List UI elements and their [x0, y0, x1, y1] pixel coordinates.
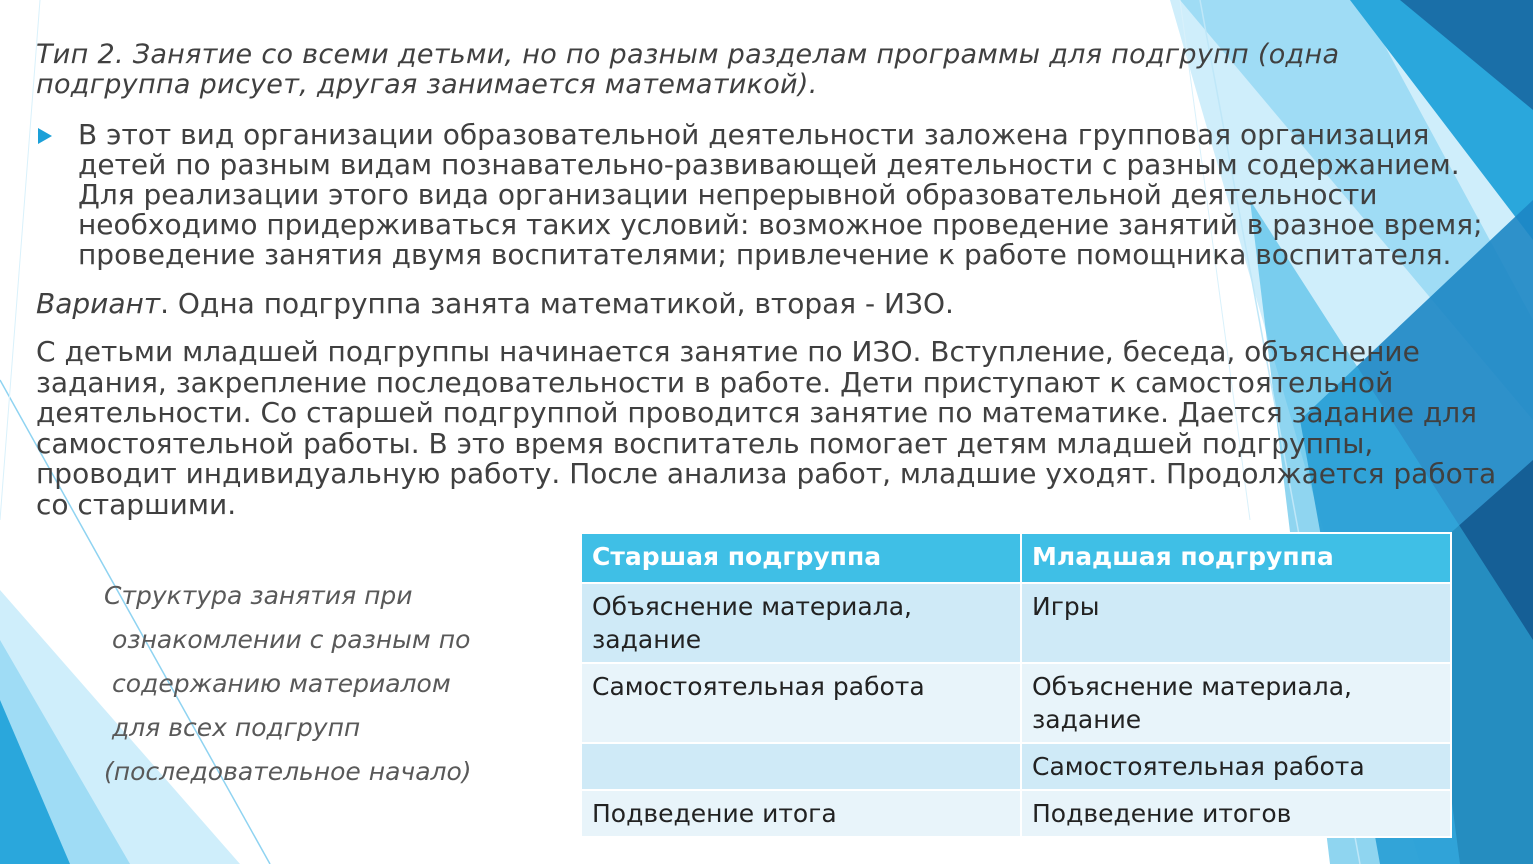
header-junior: Младшая подгруппа	[1021, 533, 1451, 583]
header-senior: Старшая подгруппа	[581, 533, 1021, 583]
bullet-text: В этот вид организации образовательной деятельности заложена групповая организация детей по разным видам познавательно-развивающей деятельности с разным содержанием. Для реализации этого вида организации непрерывной образовательной деятельности необходимо придерживаться таких условий: возможное проведение занятий в разное время; проведение занятия двумя воспитателями; привлечение к работе помощника воспитателя.	[78, 118, 1483, 271]
table-row	[581, 743, 1451, 790]
table-cell: Самостоятельная работа	[581, 663, 1021, 743]
structure-line: содержанию материалом	[112, 669, 451, 698]
table-cell: Самостоятельная работа	[1021, 743, 1451, 790]
bullet-item	[36, 120, 1496, 270]
variant-line	[36, 288, 1496, 320]
slide-title: Тип 2. Занятие со всеми детьми, но по разным разделам программы для подгрупп (одна подгруппа рисует, другая занимается математикой).	[36, 39, 1340, 100]
structure-caption	[104, 574, 524, 794]
table-cell	[581, 743, 1021, 790]
subgroup-table	[580, 532, 1452, 838]
variant-text: . Одна подгруппа занята математикой, вторая - ИЗО.	[160, 287, 954, 320]
table-cell: Подведение итогов	[1021, 790, 1451, 837]
structure-line: (последовательное начало)	[104, 757, 472, 786]
structure-line: для всех подгрупп	[112, 713, 361, 742]
table-cell: Объяснение материала, задание	[1021, 663, 1451, 743]
bullet-arrow-icon	[38, 128, 52, 144]
description-paragraph: С детьми младшей подгруппы начинается занятие по ИЗО. Вступление, беседа, объяснение задания, закрепление последовательности в работе. Дети приступают к самостоятельной деятельности. Со старшей подгруппой проводится занятие по математике. Дается задание для самостоятельной работы. В это время воспитатель помогает детям младшей подгруппы, проводит индивидуальную работу. После анализа работ, младшие уходят. Продолжается работа со старшими.	[36, 335, 1497, 521]
variant-label: Вариант	[36, 287, 161, 320]
table-cell: Объяснение материала, задание	[581, 583, 1021, 663]
table-row	[581, 583, 1451, 663]
table-cell: Подведение итога	[581, 790, 1021, 837]
structure-line: Структура занятия при	[104, 581, 413, 610]
table-row	[581, 663, 1451, 743]
table-row	[581, 790, 1451, 837]
table-header-row	[581, 533, 1451, 583]
structure-line: ознакомлении с разным по	[112, 625, 471, 654]
table-cell: Игры	[1021, 583, 1451, 663]
